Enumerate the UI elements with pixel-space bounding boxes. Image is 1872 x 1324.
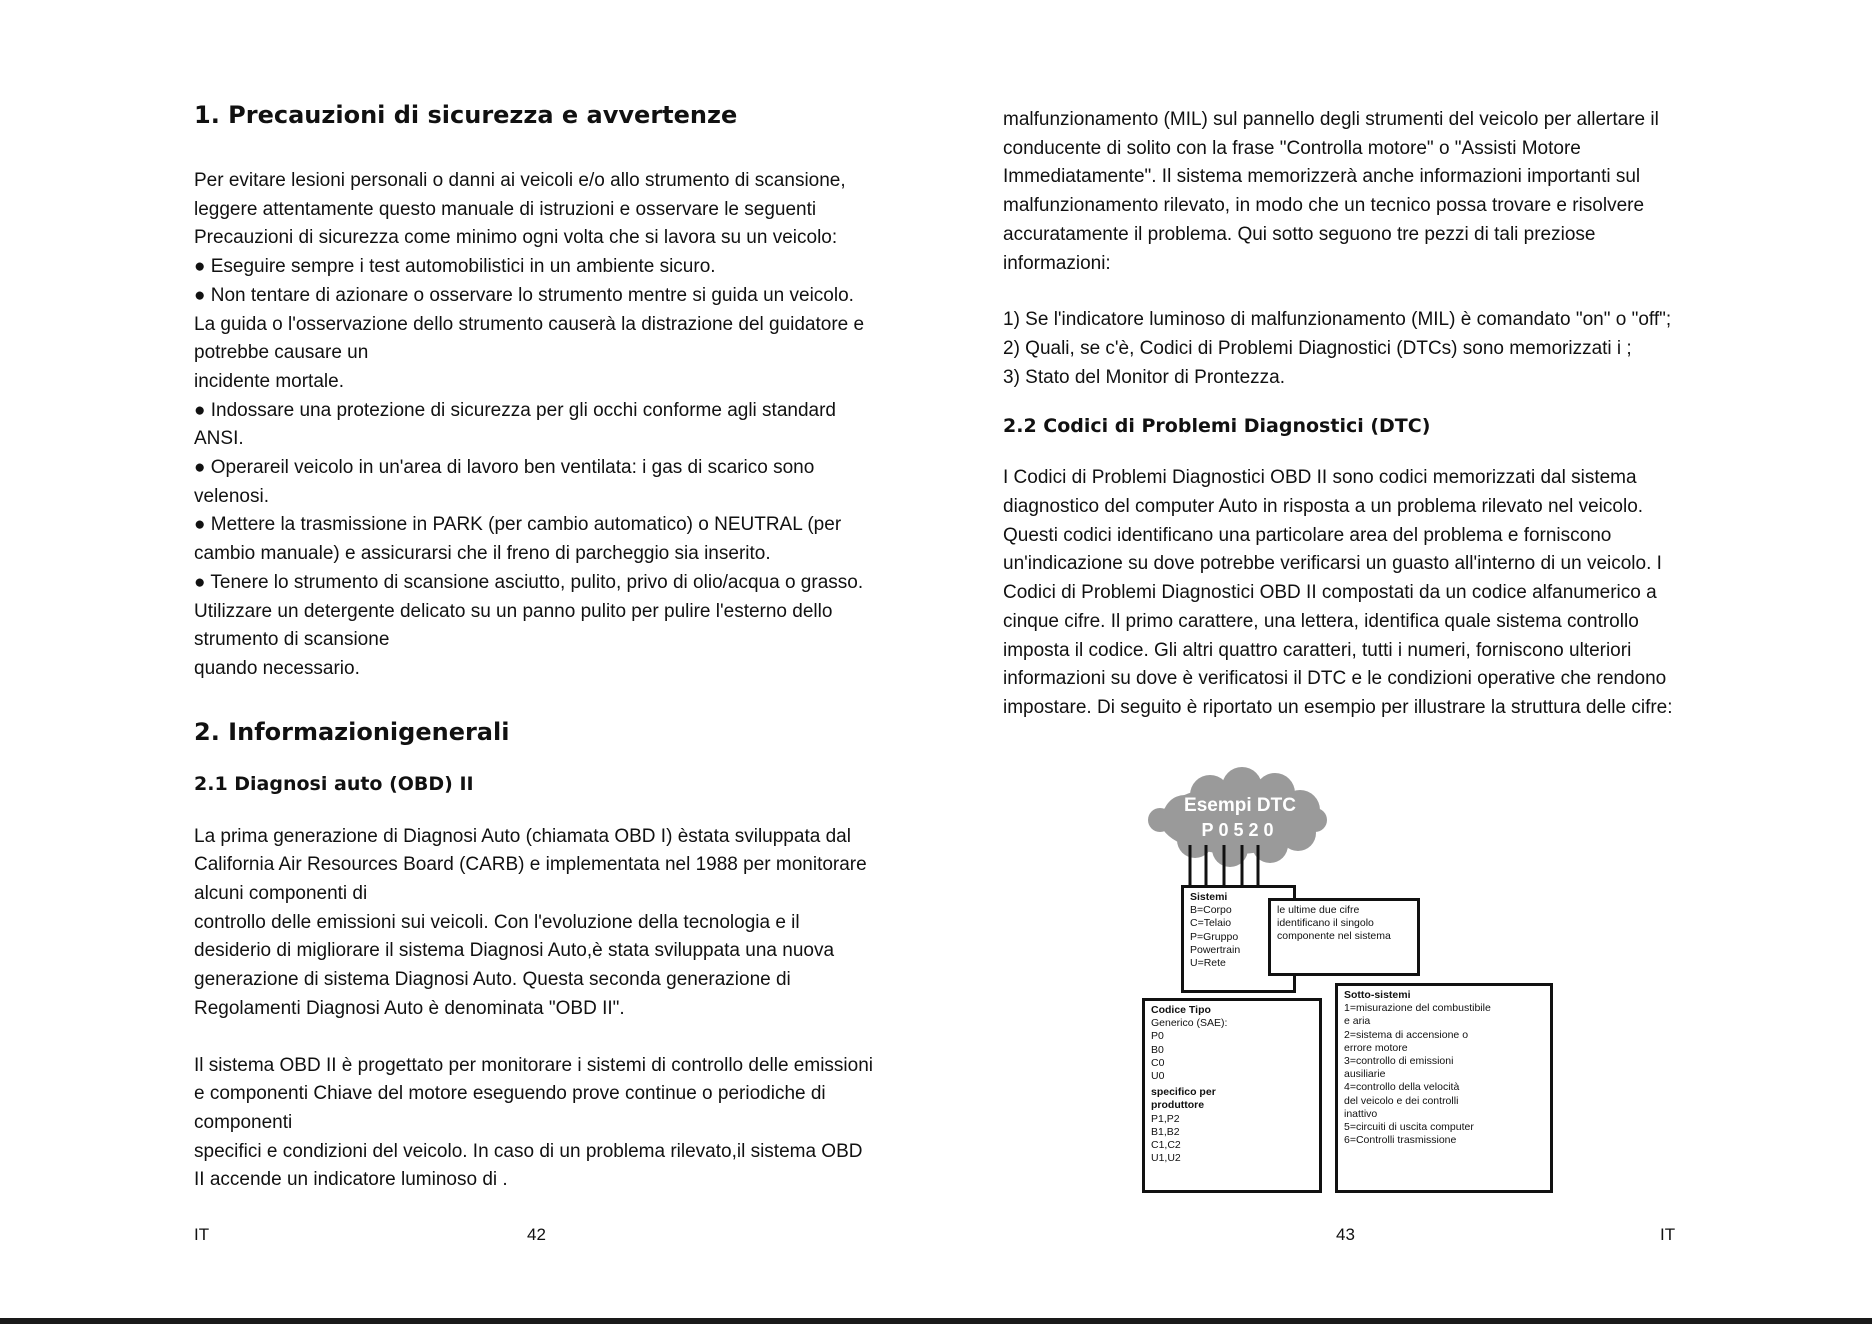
- text-line: quando necessario.: [194, 657, 360, 679]
- text-line: ● Eseguire sempre i test automobilistici in un ambiente sicuro.: [194, 256, 716, 278]
- text-line: 2=sistema di accensione o: [1344, 1028, 1469, 1041]
- obd-paragraph-1: [194, 823, 894, 1024]
- text-line: La guida o l'osservazione dello strumento causerà la distrazione del guidatore e: [194, 313, 865, 335]
- right-page: [1003, 100, 1693, 723]
- text-line: Questi codici identificano una particolare area del problema e forniscono: [1003, 524, 1612, 546]
- text-line: ausiliarie: [1344, 1068, 1386, 1081]
- text-line: C0: [1151, 1056, 1165, 1069]
- text-line: informazioni:: [1003, 252, 1111, 274]
- text-line: U1,U2: [1151, 1152, 1181, 1165]
- codice-tipo-box: [1142, 998, 1322, 1193]
- cloud-title: Esempi DTC: [1184, 795, 1296, 816]
- text-line: errore motore: [1344, 1041, 1408, 1054]
- produttore-title: produttore: [1151, 1099, 1205, 1112]
- text-line: impostare. Di seguito è riportato un esempio per illustrare la struttura delle cifre:: [1003, 696, 1673, 718]
- text-line: identificano il singolo: [1277, 917, 1374, 930]
- text-line: e aria: [1344, 1015, 1371, 1028]
- footer-lang-right: IT: [1660, 1225, 1676, 1244]
- bottom-edge: [0, 1318, 1872, 1324]
- text-line: Immediatamente". Il sistema memorizzerà anche informazioni importanti sul: [1003, 166, 1641, 188]
- mil-paragraph: [1003, 106, 1693, 278]
- text-line: generazione di sistema Diagnosi Auto. Questa seconda generazione di: [194, 969, 791, 991]
- text-line: malfunzionamento (MIL) sul pannello degli strumenti del veicolo per allertare il: [1003, 109, 1659, 130]
- text-line: ● Mettere la trasmissione in PARK (per cambio automatico) o NEUTRAL (per: [194, 514, 842, 536]
- dtc-paragraph: [1003, 464, 1693, 722]
- specifico-lines: [1151, 1113, 1313, 1166]
- text-line: II accende un indicatore luminoso di .: [194, 1169, 508, 1191]
- footer-page-left: 42: [527, 1225, 546, 1244]
- text-line: 2) Quali, se c'è, Codici di Problemi Diagnostici (DTCs) sono memorizzati i ;: [1003, 337, 1632, 359]
- sotto-sistemi-lines: [1344, 1002, 1544, 1147]
- heading-dtc: 2.2 Codici di Problemi Diagnostici (DTC): [1003, 415, 1431, 438]
- text-line: Powertrain: [1190, 943, 1241, 956]
- cloud-shape: [1148, 767, 1327, 867]
- text-line: ● Indossare una protezione di sicurezza per gli occhi conforme agli standard: [194, 399, 836, 421]
- text-line: diagnostico del computer Auto in risposta a un problema rilevato nel veicolo.: [1003, 496, 1644, 518]
- text-line: B1,B2: [1151, 1125, 1180, 1138]
- heading-general-info: 2. Informazionigenerali: [194, 717, 510, 746]
- obd-paragraph-2: [194, 1052, 894, 1196]
- text-line: inattivo: [1344, 1107, 1378, 1120]
- text-line: 6=Controlli trasmissione: [1344, 1134, 1457, 1147]
- text-line: California Air Resources Board (CARB) e implementata nel 1988 per monitorare: [194, 854, 867, 876]
- text-line: Precauzioni di sicurezza come minimo ogni volta che si lavora su un veicolo:: [194, 227, 838, 249]
- cloud-code: P0520: [1201, 820, 1279, 840]
- sotto-sistemi-title: Sotto-sistemi: [1344, 989, 1411, 1001]
- text-line: malfunzionamento rilevato, in modo che un tecnico possa trovare e risolvere: [1003, 195, 1645, 217]
- text-line: 3) Stato del Monitor di Prontezza.: [1003, 366, 1285, 388]
- text-line: La prima generazione di Diagnosi Auto (chiamata OBD I) èstata sviluppata dal: [194, 825, 851, 847]
- text-line: cinque cifre. Il primo carattere, una lettera, identifica quale sistema controllo: [1003, 610, 1639, 632]
- codice-tipo-title: Codice Tipo: [1151, 1004, 1211, 1016]
- text-line: Regolamenti Diagnosi Auto è denominata "OBD II".: [194, 997, 625, 1019]
- text-line: velenosi.: [194, 485, 269, 507]
- text-line: conducente di solito con la frase "Controlla motore" o "Assisti Motore: [1003, 137, 1581, 159]
- text-line: incidente mortale.: [194, 370, 344, 392]
- text-line: C1,C2: [1151, 1139, 1181, 1152]
- text-line: Per evitare lesioni personali o danni ai veicoli e/o allo strumento di scansione,: [194, 170, 846, 191]
- text-line: Utilizzare un detergente delicato su un panno pulito per pulire l'esterno dello: [194, 600, 833, 622]
- text-line: ● Tenere lo strumento di scansione asciutto, pulito, privo di olio/acqua o grasso.: [194, 571, 864, 593]
- footer-page-right: 43: [1336, 1225, 1355, 1244]
- text-line: U=Rete: [1190, 957, 1226, 970]
- text-line: strumento di scansione: [194, 629, 390, 651]
- text-line: ● Non tentare di azionare o osservare lo strumento mentre si guida un veicolo.: [194, 284, 854, 306]
- ultime-box: [1268, 898, 1420, 976]
- text-line: potrebbe causare un: [194, 342, 369, 364]
- safety-text: [194, 167, 894, 684]
- text-line: le ultime due cifre: [1277, 904, 1360, 916]
- text-line: Codici di Problemi Diagnostici OBD II compostati da un codice alfanumerico a: [1003, 582, 1657, 604]
- text-line: componenti: [194, 1111, 293, 1133]
- codice-tipo-lines: [1151, 1017, 1313, 1083]
- text-line: desiderio di migliorare il sistema Diagnosi Auto,è stata sviluppata una nuova: [194, 940, 835, 962]
- sistemi-title: Sistemi: [1190, 891, 1228, 903]
- text-line: leggere attentamente questo manuale di istruzioni e osservare le seguenti: [194, 198, 817, 220]
- dtc-diagram: [1130, 765, 1580, 1205]
- text-line: C=Telaio: [1190, 917, 1232, 930]
- text-line: 3=controllo di emissioni: [1344, 1055, 1454, 1068]
- text-line: B=Corpo: [1190, 904, 1232, 917]
- text-line: 1=misurazione del combustibile: [1344, 1002, 1491, 1015]
- heading-obd-ii: 2.1 Diagnosi auto (OBD) II: [194, 772, 474, 795]
- text-line: P1,P2: [1151, 1112, 1180, 1125]
- left-page: [194, 100, 894, 1195]
- text-line: 4=controllo della velocità: [1344, 1081, 1460, 1094]
- text-line: cambio manuale) e assicurarsi che il freno di parcheggio sia inserito.: [194, 543, 771, 565]
- sotto-sistemi-box: [1335, 983, 1553, 1193]
- ultime-lines: [1277, 904, 1411, 944]
- text-line: U0: [1151, 1070, 1165, 1083]
- text-line: I Codici di Problemi Diagnostici OBD II sono codici memorizzati dal sistema: [1003, 467, 1637, 489]
- text-line: 5=circuiti di uscita computer: [1344, 1121, 1474, 1134]
- info-list: [1003, 306, 1693, 392]
- text-line: un'indicazione su dove potrebbe verificarsi un guasto all'interno di un veicolo. I: [1003, 553, 1662, 575]
- text-line: P0: [1151, 1030, 1164, 1043]
- text-line: P=Gruppo: [1190, 930, 1239, 943]
- text-line: B0: [1151, 1043, 1164, 1056]
- text-line: Il sistema OBD II è progettato per monitorare i sistemi di controllo delle emissioni: [194, 1054, 873, 1076]
- text-line: del veicolo e dei controlli: [1344, 1094, 1459, 1107]
- text-line: Generico (SAE):: [1151, 1017, 1228, 1030]
- specifico-title: specifico per: [1151, 1086, 1216, 1099]
- footer-lang-left: IT: [194, 1225, 210, 1244]
- text-line: alcuni componenti di: [194, 883, 368, 905]
- heading-safety: 1. Precauzioni di sicurezza e avvertenze: [194, 101, 738, 129]
- text-line: e componenti Chiave del motore eseguendo prove continue o periodiche di: [194, 1083, 826, 1105]
- text-line: 1) Se l'indicatore luminoso di malfunzionamento (MIL) è comandato "on" o "off";: [1003, 309, 1672, 331]
- text-line: informazioni su dove è verificatosi il DTC e le condizioni operative che rendono: [1003, 668, 1667, 690]
- text-line: specifici e condizioni del veicolo. In caso di un problema rilevato,il sistema OBD: [194, 1140, 863, 1162]
- text-line: componente nel sistema: [1277, 930, 1391, 943]
- text-line: accuratamente il problema. Qui sotto seguono tre pezzi di tali preziose: [1003, 223, 1596, 245]
- text-line: ANSI.: [194, 428, 244, 450]
- text-line: ● Operareil veicolo in un'area di lavoro ben ventilata: i gas di scarico sono: [194, 457, 815, 479]
- text-line: imposta il codice. Gli altri quattro caratteri, tutti i numeri, forniscono ulteriori: [1003, 639, 1632, 661]
- text-line: controllo delle emissioni sui veicoli. Con l'evoluzione della tecnologia e il: [194, 911, 800, 933]
